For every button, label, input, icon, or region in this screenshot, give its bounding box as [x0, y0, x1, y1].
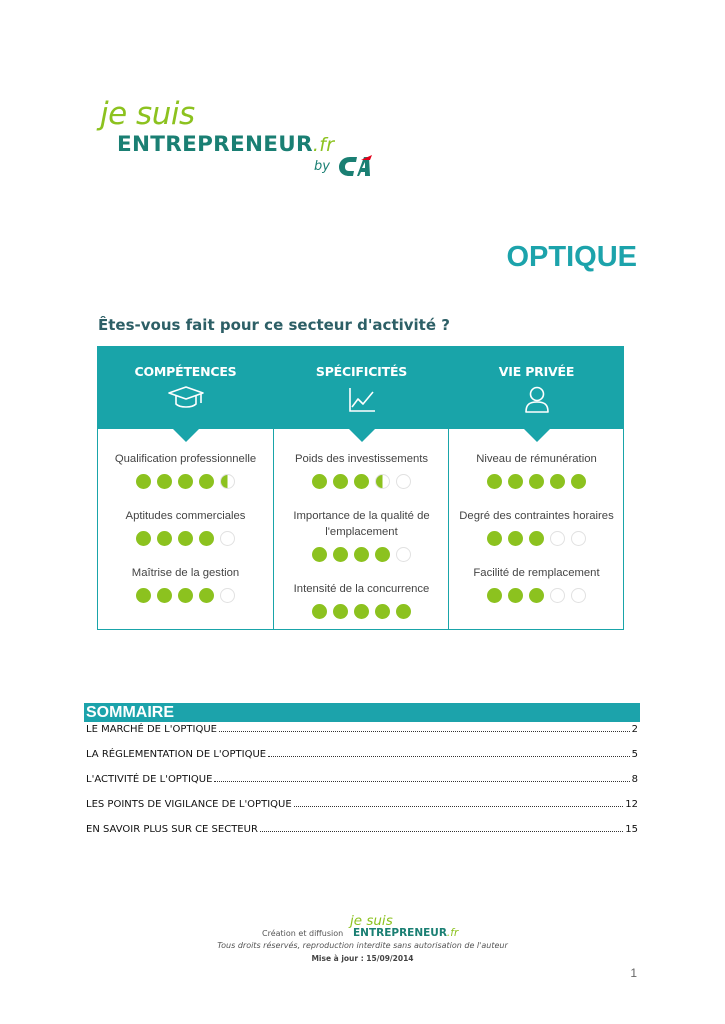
brand-logo: [100, 96, 380, 186]
column-title: VIE PRIVÉE: [498, 364, 575, 379]
rating-dot-full: [354, 547, 369, 562]
rating-dot-full: [178, 531, 193, 546]
footer-rights: Tous droits réservés, reproduction interdite sans autorisation de l'auteur: [217, 941, 508, 950]
rating-dot-empty: [550, 531, 565, 546]
footer-logo-line1: je suis: [350, 913, 393, 929]
rating-dot-full: [550, 474, 565, 489]
quiz-heading: Êtes-vous fait pour ce secteur d'activité ?: [98, 316, 450, 334]
toc-entry-vigilance[interactable]: [86, 799, 638, 810]
logo-by: by: [314, 159, 330, 174]
rating-dot-full: [333, 547, 348, 562]
toc-leader: [268, 756, 630, 757]
page-number: 1: [630, 966, 637, 980]
rating-dot-full: [487, 531, 502, 546]
column-pointer: [172, 428, 200, 442]
toc-title: SOMMAIRE: [84, 703, 640, 722]
footer-creation: Création et diffusion: [262, 929, 344, 938]
rating-dot-empty: [571, 588, 586, 603]
rating-dot-full: [354, 474, 369, 489]
column-title: COMPÉTENCES: [134, 364, 237, 379]
rating-dot-full: [354, 604, 369, 619]
rating-dot-full: [136, 588, 151, 603]
toc-entry-label: LES POINTS DE VIGILANCE DE L'OPTIQUE: [86, 799, 292, 810]
criterion: [449, 451, 624, 489]
rating-dot-full: [529, 474, 544, 489]
toc-entry-label: LE MARCHÉ DE L'OPTIQUE: [86, 724, 217, 735]
rating-dot-full: [396, 604, 411, 619]
rating-dots: [449, 531, 624, 546]
criterion: [98, 451, 273, 489]
rating-dot-full: [487, 588, 502, 603]
rating-dots: [449, 588, 624, 603]
criterion-label: Importance de la qualité de l'emplacement: [293, 510, 430, 538]
criterion-label: Degré des contraintes horaires: [459, 510, 614, 522]
toc-entry-label: L'ACTIVITÉ DE L'OPTIQUE: [86, 774, 213, 785]
column-specificites: [273, 347, 449, 629]
rating-dots: [274, 604, 449, 619]
toc-entry-activite[interactable]: [86, 774, 638, 785]
rating-dot-full: [312, 604, 327, 619]
rating-dot-full: [508, 588, 523, 603]
toc-entry-page: 12: [625, 799, 638, 810]
column-header: [98, 347, 273, 429]
graduation-cap-icon: [166, 383, 206, 415]
criterion: [449, 508, 624, 546]
rating-dots: [274, 474, 449, 489]
column-header: [449, 347, 624, 429]
rating-dots: [98, 588, 273, 603]
toc-entry-reglementation[interactable]: [86, 749, 638, 760]
toc-entry-label: EN SAVOIR PLUS SUR CE SECTEUR: [86, 824, 258, 835]
rating-dot-full: [312, 474, 327, 489]
rating-dot-empty: [396, 474, 411, 489]
footer-updated: Mise à jour : 15/09/2014: [311, 954, 414, 963]
column-pointer: [523, 428, 551, 442]
criterion: [449, 565, 624, 603]
rating-dot-half: [220, 474, 235, 489]
sector-rating-panel: [97, 346, 624, 630]
criterion-label: Intensité de la concurrence: [293, 583, 430, 595]
toc-leader: [260, 831, 623, 832]
rating-dots: [98, 474, 273, 489]
rating-dot-full: [375, 604, 390, 619]
criterion-label: Aptitudes commerciales: [125, 510, 246, 522]
rating-dot-full: [178, 588, 193, 603]
criterion-label: Poids des investissements: [294, 453, 429, 465]
toc-entry-page: 8: [631, 774, 638, 785]
rating-dot-full: [157, 588, 172, 603]
criterion: [274, 451, 449, 489]
rating-dot-full: [157, 531, 172, 546]
column-header: [274, 347, 449, 429]
document-title: OPTIQUE: [506, 241, 637, 273]
rating-dot-full: [199, 474, 214, 489]
rating-dot-half: [375, 474, 390, 489]
rating-dot-full: [136, 474, 151, 489]
person-icon: [517, 383, 557, 415]
toc-entry-label: LA RÉGLEMENTATION DE L'OPTIQUE: [86, 749, 267, 760]
toc-leader: [294, 806, 624, 807]
toc-entry-en-savoir-plus[interactable]: [86, 824, 638, 835]
criterion-label: Maîtrise de la gestion: [131, 567, 240, 579]
toc-entry-page: 5: [631, 749, 638, 760]
rating-dot-empty: [220, 588, 235, 603]
rating-dot-full: [375, 547, 390, 562]
toc-entry-page: 2: [631, 724, 638, 735]
rating-dot-empty: [220, 531, 235, 546]
rating-dot-full: [571, 474, 586, 489]
credit-agricole-logo: [337, 154, 373, 178]
rating-dots: [449, 474, 624, 489]
toc-leader: [219, 731, 630, 732]
rating-dot-full: [487, 474, 502, 489]
logo-line1: je suis: [100, 96, 195, 132]
footer-logo-line2: ENTREPRENEUR.fr: [353, 927, 459, 939]
criterion: [98, 565, 273, 603]
rating-dots: [98, 531, 273, 546]
rating-dot-full: [508, 531, 523, 546]
criterion-label: Qualification professionnelle: [114, 453, 257, 465]
rating-dot-empty: [396, 547, 411, 562]
criterion: [98, 508, 273, 546]
criterion: [274, 508, 449, 562]
line-chart-icon: [342, 383, 382, 415]
rating-dots: [274, 547, 449, 562]
rating-dot-empty: [550, 588, 565, 603]
rating-dot-full: [529, 531, 544, 546]
rating-dot-full: [136, 531, 151, 546]
column-pointer: [348, 428, 376, 442]
column-competences: [98, 347, 273, 629]
toc-entry-page: 15: [625, 824, 638, 835]
criterion-label: Niveau de rémunération: [476, 453, 597, 465]
rating-dot-full: [508, 474, 523, 489]
rating-dot-full: [199, 588, 214, 603]
rating-dot-full: [529, 588, 544, 603]
rating-dot-empty: [571, 531, 586, 546]
rating-dot-full: [333, 604, 348, 619]
rating-dot-full: [178, 474, 193, 489]
rating-dot-full: [333, 474, 348, 489]
rating-dot-full: [312, 547, 327, 562]
column-vie-privee: [448, 347, 624, 629]
criterion: [274, 581, 449, 619]
criterion-label: Facilité de remplacement: [473, 567, 600, 579]
rating-dot-full: [199, 531, 214, 546]
footer-logo: [350, 913, 465, 943]
logo-tld: .fr: [312, 134, 335, 156]
toc-entry-marche[interactable]: [86, 724, 638, 735]
logo-line2: ENTREPRENEUR.fr: [117, 132, 335, 157]
column-title: SPÉCIFICITÉS: [315, 364, 408, 379]
rating-dot-full: [157, 474, 172, 489]
toc-leader: [214, 781, 629, 782]
